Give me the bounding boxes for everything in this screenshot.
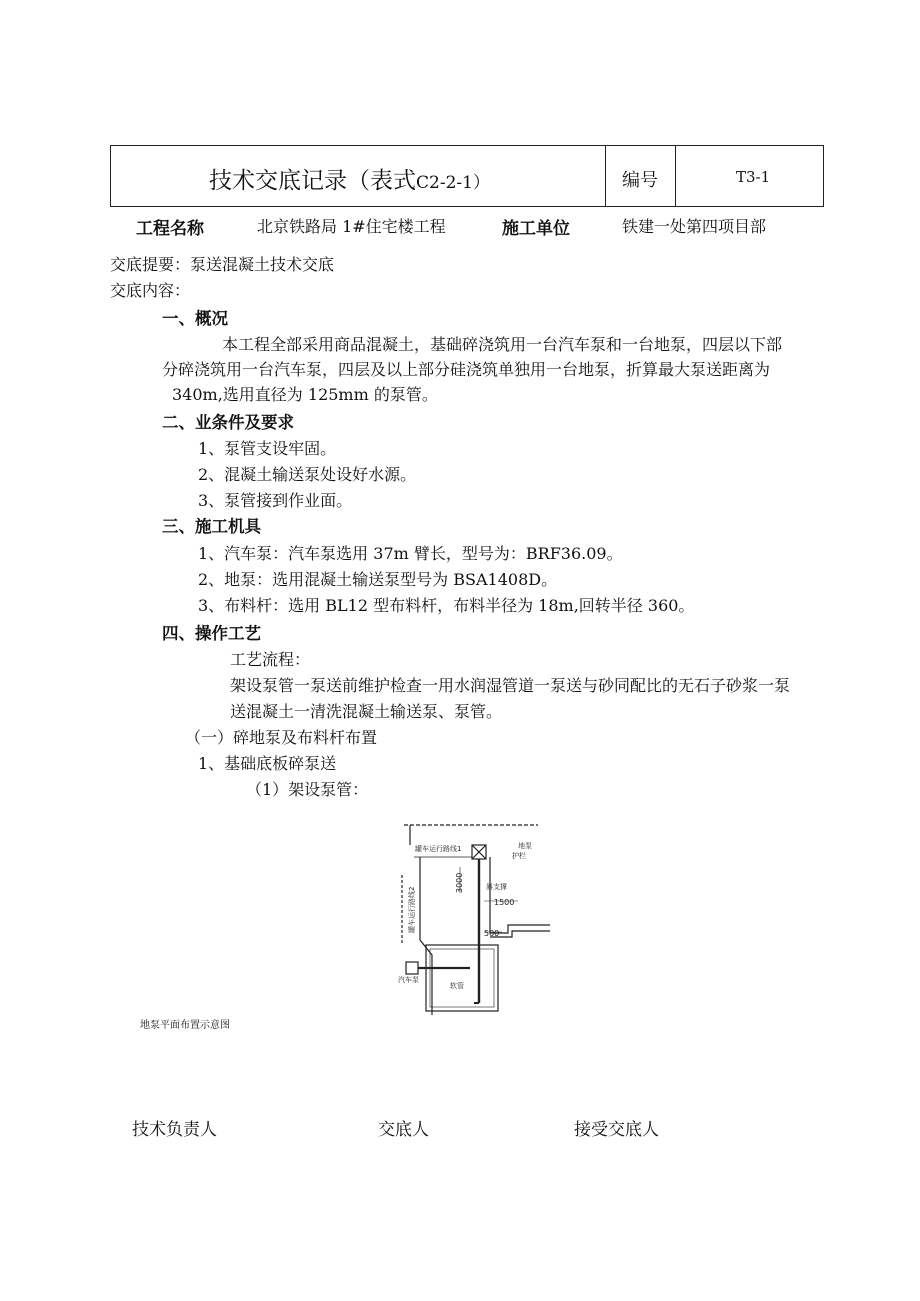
hose-label: 软管 bbox=[450, 982, 464, 990]
process-flow-line: 架设泵管一泵送前维护检查一用水润湿管道一泵送与砂同配比的无石子砂浆一泵 bbox=[230, 676, 791, 695]
number-value-cell bbox=[675, 146, 824, 206]
construction-unit-label: 施工单位 bbox=[502, 219, 570, 239]
number-value: T3-1 bbox=[736, 168, 771, 186]
route1-label: 罐车运行路线1 bbox=[415, 845, 462, 853]
tech-lead-label: 技术负责人 bbox=[132, 1120, 217, 1140]
brace-label: 斜支撑 bbox=[486, 883, 507, 891]
dim-3000-label: 3000 bbox=[455, 872, 464, 893]
section1-line: 本工程全部采用商品混凝土，基础碎浇筑用一台汽车泵和一台地泵，四层以下部 bbox=[222, 335, 783, 354]
section1-line: 分碎浇筑用一台汽车泵，四层及以上部分硅浇筑单独用一台地泵，折算最大泵送距离为 bbox=[162, 360, 771, 379]
project-name-value: 北京铁路局 1#住宅楼工程 bbox=[257, 217, 446, 236]
form-title: 技术交底记录（表式C2-2-1） bbox=[209, 168, 490, 194]
project-name-label: 工程名称 bbox=[136, 219, 204, 239]
pump-layout-diagram bbox=[390, 815, 550, 1015]
section4-heading: 四、操作工艺 bbox=[162, 624, 261, 643]
content-label: 交底内容： bbox=[110, 281, 191, 300]
number-label-cell bbox=[605, 146, 676, 206]
truck-pump-box bbox=[406, 962, 418, 974]
section3-item: 2、地泵：选用混凝土输送泵型号为 BSA1408D。 bbox=[198, 570, 558, 589]
pit-outline bbox=[426, 945, 498, 1011]
receiver-label: 接受交底人 bbox=[574, 1120, 659, 1140]
truck-pump-label: 汽车泵 bbox=[398, 976, 419, 984]
subsection-item: 1、基础底板碎泵送 bbox=[198, 754, 337, 773]
section3-item: 1、汽车泵：汽车泵选用 37m 臂长，型号为：BRF36.09。 bbox=[198, 544, 623, 563]
section3-heading: 三、施工机具 bbox=[162, 517, 261, 536]
section2-item: 1、泵管支设牢固。 bbox=[198, 439, 337, 458]
section2-item: 3、泵管接到作业面。 bbox=[198, 491, 353, 510]
summary-line bbox=[110, 252, 334, 275]
subsection-heading: （一）碎地泵及布料杆布置 bbox=[185, 728, 378, 747]
process-flow-line: 送混凝土一清洗混凝土输送泵、泵管。 bbox=[230, 702, 503, 721]
number-label: 编号 bbox=[622, 170, 658, 191]
summary-label: 交底提要： bbox=[110, 255, 191, 274]
section2-item: 2、混凝土输送泵处设好水源。 bbox=[198, 465, 417, 484]
section1-line: 340m,选用直径为 125mm 的泵管。 bbox=[172, 385, 438, 404]
presenter-label: 交底人 bbox=[378, 1120, 429, 1140]
construction-unit-value: 铁建一处第四项目部 bbox=[622, 217, 767, 236]
pump-label: 地泵 bbox=[518, 842, 532, 850]
pit-inner bbox=[430, 949, 494, 1007]
title-cell bbox=[111, 146, 605, 206]
section1-heading: 一、概况 bbox=[162, 309, 228, 328]
route2-label: 罐车运行路线2 bbox=[408, 886, 416, 933]
right-wall bbox=[490, 857, 550, 933]
header-table bbox=[110, 145, 824, 207]
section2-heading: 二、业条件及要求 bbox=[162, 413, 294, 432]
dim-1500-label: 1500 bbox=[494, 898, 515, 907]
summary-value: 泵送混凝土技术交底 bbox=[190, 255, 335, 274]
diagram-caption: 地泵平面布置示意图 bbox=[140, 1020, 230, 1031]
section3-item: 3、布料杆：选用 BL12 型布料杆，布料半径为 18m,回转半径 360。 bbox=[198, 596, 695, 615]
subsection-subitem: （1）架设泵管： bbox=[246, 780, 369, 799]
dim-500-label: 500 bbox=[484, 929, 500, 938]
guard-label: 护栏 bbox=[512, 852, 526, 860]
process-flow-label: 工艺流程： bbox=[230, 650, 311, 669]
